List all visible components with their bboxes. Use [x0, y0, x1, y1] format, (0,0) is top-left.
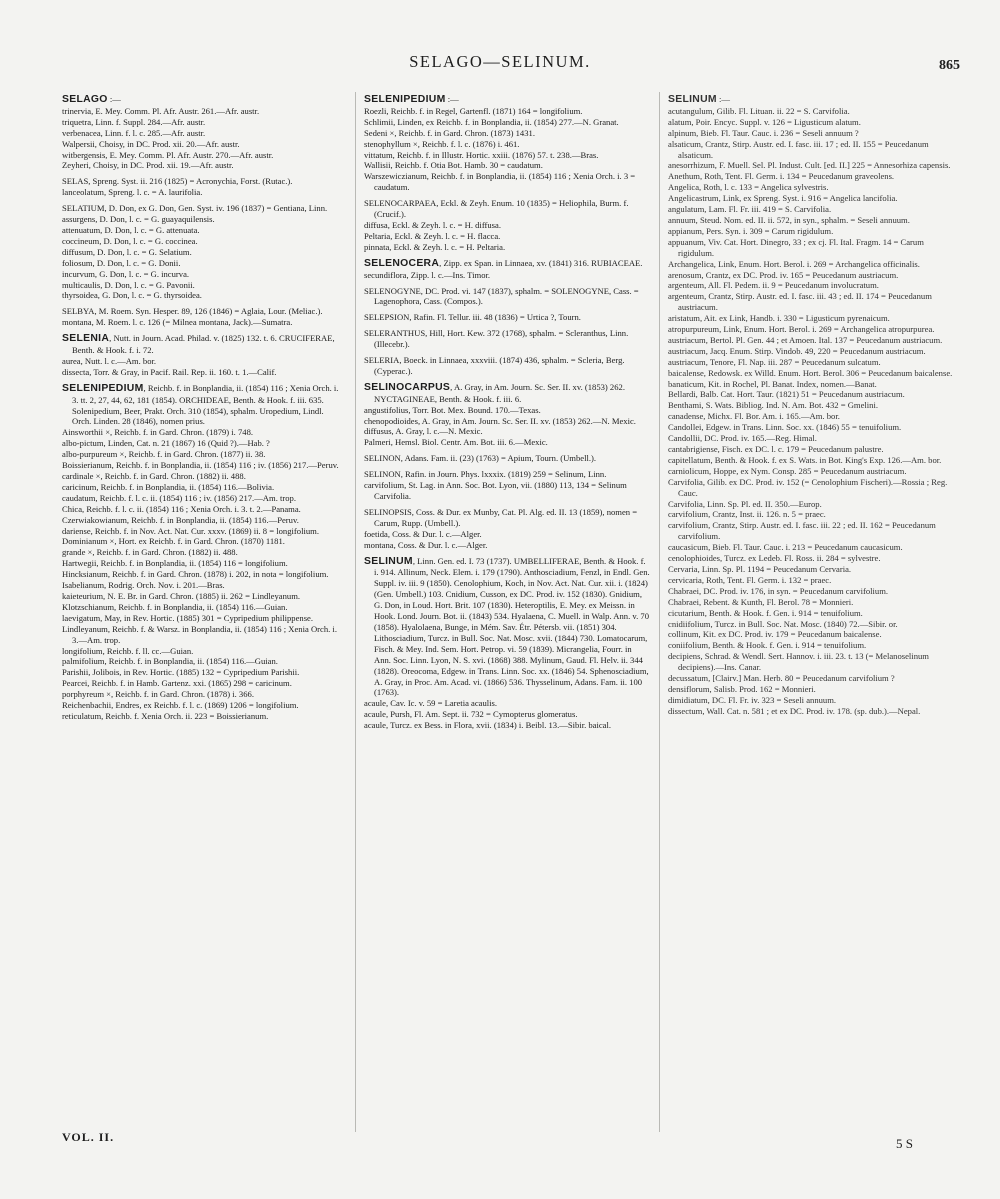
- entry-line: trinervia, E. Mey. Comm. Pl. Afr. Austr. 261.—Afr. austr.: [62, 105, 260, 116]
- column-right: [668, 94, 960, 1134]
- dictionary-entry: [62, 176, 344, 198]
- dictionary-entry: [62, 383, 344, 722]
- column-rule: [659, 92, 660, 1132]
- entry-line: dariense, Reichb. f. in Nov. Act. Nat. Cur. xxxv. (1869) ii. 8 = longifolium.: [62, 525, 319, 536]
- entry-line: Isabelianum, Rodrig. Orch. Nov. i. 201.—Bras.: [62, 580, 225, 591]
- entry-line: acaule, Turcz. ex Bess. in Flora, xvii. (1834) i. Beibl. 13.—Sibir. baical.: [364, 720, 612, 731]
- entry-line: Bellardi, Balb. Cat. Hort. Taur. (1821) 51 = Peucedanum austriacum.: [668, 389, 905, 400]
- entry-line: Wallisii, Reichb. f. Otia Bot. Hamb. 30 = caudatum.: [364, 160, 543, 171]
- entry-line: Dominianum ×, Hort. ex Reichb. f. in Gard. Chron. (1870) 1181.: [62, 536, 285, 547]
- entry-line: anesorrhizum, F. Muell. Sel. Pl. Indust. Cult. [ed. II.] 225 = Annesorhiza capensis.: [668, 160, 951, 171]
- entry-line: Czerwiakowianum, Reichb. f. in Bonplandia, ii. (1854) 116.—Peruv.: [62, 514, 299, 525]
- entry-line: cnidiifolium, Turcz. in Bull. Soc. Nat. Mosc. (1840) 72.—Sibir. or.: [668, 618, 898, 629]
- entry-line: angulatum, Lam. Fl. Fr. iii. 419 = S. Carvifolia.: [668, 204, 832, 215]
- dictionary-entry: [364, 312, 650, 323]
- entry-line: caricinum, Reichb. f. in Bonplandia, ii. (1854) 116.—Bolivia.: [62, 481, 275, 492]
- entry-line: aurea, Nutt. l. c.—Am. bor.: [62, 355, 157, 366]
- entry-line: attenuatum, D. Don, l. c. = G. attenuata.: [62, 224, 200, 235]
- entry-line: angustifolius, Torr. Bot. Mex. Bound. 170.—Texas.: [364, 404, 541, 415]
- dictionary-entry: [364, 507, 650, 551]
- entry-line: diffusa, Eckl. & Zeyh. l. c. = H. diffusa.: [364, 219, 501, 230]
- entry-line: diffusus, A. Gray, l. c.—N. Mexic.: [364, 426, 483, 437]
- entry-line: austriacum, Bertol. Pl. Gen. 44 ; et Amoen. Ital. 137 = Peucedanum austriacum.: [668, 334, 943, 345]
- entry-line: Hartwegii, Reichb. f. in Bonplandia, ii. (1854) 116 = longifolium.: [62, 558, 288, 569]
- entry-line: alsaticum, Crantz, Stirp. Austr. ed. I. fasc. iii. 17 ; ed. II. 155 = Peucedanum alsaticum.: [668, 138, 929, 160]
- entry-line: cervicaria, Roth, Tent. Fl. Germ. i. 132 = praec.: [668, 574, 832, 585]
- column-middle: [364, 94, 650, 1114]
- entry-line: dissectum, Wall. Cat. n. 581 ; et ex DC. Prod. iv. 178. (sp. dub.).—Nepal.: [668, 705, 921, 716]
- entry-line: argenteum, Crantz, Stirp. Austr. ed. I. fasc. iii. 43 ; ed. II. 174 = Peucedanum austriacum.: [668, 291, 932, 313]
- entry-line: diffusum, D. Don, l. c. = G. Selatium.: [62, 246, 192, 257]
- entry-line: canadense, Michx. Fl. Bor. Am. i. 165.—Am. bor.: [668, 411, 840, 422]
- dictionary-entry: [364, 258, 650, 281]
- entry-line: dissecta, Torr. & Gray, in Pacif. Rail. Rep. ii. 160. t. 1.—Calif.: [62, 366, 277, 377]
- entry-line: Benthami, S. Wats. Bibliog. Ind. N. Am. Bot. 432 = Gmelini.: [668, 400, 879, 411]
- entry-heading-line: SELAGO :—: [62, 94, 121, 105]
- entry-line: appianum, Pers. Syn. i. 309 = Carum rigidulum.: [668, 225, 834, 236]
- dictionary-entry: [364, 453, 650, 464]
- entry-line: Zeyheri, Choisy, in DC. Prod. xii. 19.—Afr. austr.: [62, 160, 234, 171]
- entry-line: triquetra, Linn. f. Suppl. 284.—Afr. austr.: [62, 116, 206, 127]
- entry-heading-line: SELINUM, Linn. Gen. ed. I. 73 (1737). UMBELLIFERAE, Benth. & Hook. f. i. 914. Allinum, Neck. Elem. i. 179 (1790). Anthosciadium, Fenzl, in Endl. Gen. Suppl. iv. iii. 9 (1850). Cenolophium, Koch, in Nov. Act. Nat. Cur. xii. i. (1824) (Gen. Umbell.) 103. Cnidium, Cusson, ex DC. Prod. iv. 152 (1830). Gnidium, G. Don, in Loud. Hort. Brit. 107 (1830). Heteroptilis, E. Mey. ex Meissn. in Hook. Lond. Journ. Bot. ii. (1843) 534. Hyalaena, C. Muell. in Walp. Ann. v. 70 (1858). Hyalolaena, Bunge, in Mém. Sav. Étr. Pétersb. vii. (1851) 304. Lithosciadium, Turcz. in Bull. Soc. Nat. Mosc. xvii. (1844) 730. Lomatocarum, Fisch. & Mey. Ind. Sem. Hort. Petrop. vi. 59 (1839). Micrangelia, Fourr. in Ann. Soc. Linn. Lyon, N. S. xvi. (1868) 388. Mylinum, Gaud. Fl. Helv. ii. 344 (1828). Oreocoma, Edgew. in Trans. Linn. Soc. xx. (1846) 54. Sphenosciadium, A. Gray, in Proc. Am. Acad. vi. (1866) 536. Thysselinum, Adans. Fam. ii. 100 (1763).: [364, 555, 650, 698]
- entry-heading-line: SELERANTHUS, Hill, Hort. Kew. 372 (1768), sphalm. = Scleranthus, Linn. (Illecebr.).: [364, 328, 629, 350]
- entry-line: Candollii, DC. Prod. iv. 165.—Reg. Himal.: [668, 433, 817, 444]
- entry-line: foliosum, D. Don, l. c. = G. Donii.: [62, 257, 181, 268]
- entry-line: witbergensis, E. Mey. Comm. Pl. Afr. Austr. 270.—Afr. austr.: [62, 149, 274, 160]
- entry-heading-line: SELENOCARPAEA, Eckl. & Zeyh. Enum. 10 (1835) = Heliophila, Burm. f. (Crucif.).: [364, 198, 629, 220]
- entry-line: Boissierianum, Reichb. f. in Bonplandia, ii. (1854) 116 ; iv. (1856) 217.—Peruv.: [62, 460, 339, 471]
- entry-line: albo-pictum, Linden, Cat. n. 21 (1867) 16 (Quid ?).—Hab. ?: [62, 438, 270, 449]
- entry-line: acaule, Cav. Ic. v. 59 = Laretia acaulis.: [364, 698, 498, 709]
- entry-line: Angelica, Roth, l. c. 133 = Angelica sylvestris.: [668, 182, 829, 193]
- dictionary-entry: [364, 94, 650, 193]
- column-rule: [355, 92, 356, 1132]
- entry-line: Lindleyanum, Reichb. f. & Warsz. in Bonplandia, ii. (1854) 116 ; Xenia Orch. i. 3.—Am. trop.: [62, 623, 337, 645]
- page-number: 865: [939, 58, 960, 73]
- entry-line: austriacum, Tenore, Fl. Nap. iii. 287 = Peucedanum sulcatum.: [668, 356, 881, 367]
- entry-line: coccineum, D. Don, l. c. = G. coccinea.: [62, 235, 198, 246]
- entry-line: vittatum, Reichb. f. in Illustr. Hortic. xxiii. (1876) 57. t. 238.—Bras.: [364, 149, 599, 160]
- entry-line: alpinum, Bieb. Fl. Taur. Cauc. i. 236 = Seseli annuum ?: [668, 127, 859, 138]
- entry-heading-line: SELBYA, M. Roem. Syn. Hesper. 89, 126 (1846) = Aglaia, Lour. (Meliac.).: [62, 306, 323, 317]
- entry-line: Carvifolia, Gilib. ex DC. Prod. iv. 152 (= Cenolophium Fischeri).—Rossia ; Reg. Cauc.: [668, 476, 948, 498]
- entry-line: grande ×, Reichb. f. in Gard. Chron. (1882) ii. 488.: [62, 547, 238, 558]
- entry-line: Warszewiczianum, Reichb. f. in Bonplandia, ii. (1854) 116 ; Xenia Orch. i. 3 = caudatum.: [364, 171, 636, 193]
- entry-line: arenosum, Crantz, ex DC. Prod. iv. 165 = Peucedanum austriacum.: [668, 269, 899, 280]
- entry-line: collinum, Kit. ex DC. Prod. iv. 179 = Peucedanum baicalense.: [668, 629, 882, 640]
- entry-line: Chabraei, Rebent. & Kunth, Fl. Berol. 78 = Monnieri.: [668, 596, 854, 607]
- entry-line: densiflorum, Salisb. Prod. 162 = Monnieri.: [668, 683, 816, 694]
- dictionary-entry: [364, 355, 650, 377]
- entry-line: laevigatum, May, in Rev. Hortic. (1885) 301 = Cypripedium philippense.: [62, 612, 313, 623]
- entry-line: Peltaria, Eckl. & Zeyh. l. c. = H. flacca.: [364, 230, 501, 241]
- entry-line: Ainsworthii ×, Reichb. f. in Gard. Chron. (1879) i. 748.: [62, 427, 254, 438]
- entry-line: lanceolatum, Spreng. l. c. = A. laurifolia.: [62, 187, 203, 198]
- entry-line: Chica, Reichb. f. l. c. ii. (1854) 116 ; Xenia Orch. i. 3. t. 2.—Panama.: [62, 503, 301, 514]
- entry-heading-line: SELAS, Spreng. Syst. ii. 216 (1825) = Acronychia, Forst. (Rutac.).: [62, 176, 293, 187]
- headword: SELINUM: [668, 94, 717, 105]
- column-left: [62, 94, 344, 1154]
- entry-line: annuum, Steud. Nom. ed. II. ii. 572, in syn., sphalm. = Seseli annuum.: [668, 214, 910, 225]
- entry-line: appuanum, Viv. Cat. Hort. Dinegro, 33 ; ex cj. Fl. Ital. Fragm. 14 = Carum rigidulum.: [668, 236, 924, 258]
- entry-heading-line: SELENIA, Nutt. in Journ. Acad. Philad. v. (1825) 132. t. 6. CRUCIFERAE, Benth. & Hook. f. i. 72.: [62, 333, 335, 356]
- dictionary-entry: [364, 328, 650, 350]
- entry-line: decipiens, Schrad. & Wendl. Sert. Hannov. i. iii. 23. t. 13 (= Melanoselinum decipiens).—Ins. Canar.: [668, 651, 929, 673]
- entry-line: montana, Coss. & Dur. l. c.—Alger.: [364, 539, 488, 550]
- entry-line: montana, M. Roem. l. c. 126 (= Milnea montana, Jack).—Sumatra.: [62, 317, 293, 328]
- entry-line: acaule, Pursh, Fl. Am. Sept. ii. 732 = Cymopterus glomeratus.: [364, 709, 578, 720]
- entry-line: alatum, Poir. Encyc. Suppl. v. 126 = Ligusticum alatum.: [668, 116, 861, 127]
- entry-line: Angelicastrum, Link, ex Spreng. Syst. i. 916 = Angelica lancifolia.: [668, 193, 898, 204]
- dictionary-entry: [364, 469, 650, 502]
- entry-line: thyrsoidea, G. Don, l. c. = G. thyrsoidea.: [62, 290, 202, 301]
- running-title: SELAGO—SELINUM.: [409, 52, 591, 71]
- entry-line: argenteum, All. Fl. Pedem. ii. 9 = Peucedanum involucratum.: [668, 280, 879, 291]
- entry-heading-line: SELENIPEDIUM, Reichb. f. in Bonplandia, ii. (1854) 116 ; Xenia Orch. i. 3. tt. 2, 27, 44, 62, 181 (1854). ORCHIDEAE, Benth. & Hook. f. iii. 635. Solenipedium, Beer, Prakt. Orch. 310 (1854), sphalm. Uropedium, Lindl. Orch. Linden. 28 (1846), nomen prius.: [62, 382, 339, 427]
- entry-line: Anethum, Roth, Tent. Fl. Germ. i. 134 = Peucedanum graveolens.: [668, 171, 895, 182]
- entry-line: Walpersii, Choisy, in DC. Prod. xii. 20.—Afr. austr.: [62, 138, 240, 149]
- entry-line: stenophyllum ×, Reichb. f. l. c. (1876) i. 461.: [364, 138, 520, 149]
- entry-line: assurgens, D. Don, l. c. = G. guayaquilensis.: [62, 214, 215, 225]
- entry-line: reticulatum, Reichb. f. Xenia Orch. ii. 223 = Boissierianum.: [62, 710, 269, 721]
- entry-heading-line: SELINOCARPUS, A. Gray, in Am. Journ. Sc. Ser. II. xv. (1853) 262. NYCTAGINEAE, Benth. & Hook. f. iii. 6.: [364, 381, 625, 404]
- dictionary-entry: [62, 94, 344, 171]
- entry-line: acutangulum, Gilib. Fl. Lituan. ii. 22 = S. Carvifolia.: [668, 105, 850, 116]
- dictionary-entry: [62, 333, 344, 378]
- entry-heading-line: SELENOGYNE, DC. Prod. vi. 147 (1837), sphalm. = SOLENOGYNE, Cass. = Lagenophora, Cass. (Compos.).: [364, 285, 639, 307]
- entry-line: carvifolium, St. Lag. in Ann. Soc. Bot. Lyon, vii. (1880) 113, 134 = Selinum Carvifolia.: [364, 480, 627, 501]
- entry-line: cardinale ×, Reichb. f. in Gard. Chron. (1882) ii. 488.: [62, 471, 246, 481]
- entry-line: Roezli, Reichb. f. in Regel, Gartenfl. (1871) 164 = longifolium.: [364, 105, 583, 116]
- entry-line: Candollei, Edgew. in Trans. Linn. Soc. xx. (1846) 55 = tenuifolium.: [668, 422, 902, 433]
- entry-line: Parishii, Jolibois, in Rev. Hortic. (1885) 132 = Cypripedium Parishii.: [62, 667, 300, 678]
- entry-line: kaieteurium, N. E. Br. in Gard. Chron. (1885) ii. 262 = Lindleyanum.: [62, 590, 301, 601]
- entry-line: atropurpureum, Link, Enum. Hort. Berol. i. 269 = Archangelica atropurpurea.: [668, 324, 935, 335]
- dictionary-entry: [668, 94, 960, 717]
- entry-line: capitellatum, Benth. & Hook. f. ex S. Wats. in Bot. King's Exp. 126.—Am. bor.: [668, 454, 942, 465]
- entry-line: verbenacea, Linn. f. l. c. 285.—Afr. austr.: [62, 127, 206, 138]
- headword: SELENIA: [62, 333, 110, 345]
- entry-line: palmifolium, Reichb. f. in Bonplandia, ii. (1854) 116.—Guian.: [62, 656, 278, 667]
- headword: SELAGO: [62, 94, 108, 105]
- page-header: [0, 52, 1000, 82]
- entry-line: albo-purpureum ×, Reichb. f. in Gard. Chron. (1877) ii. 38.: [62, 449, 266, 460]
- entry-line: banaticum, Kit. in Rochel, Pl. Banat. Index, nomen.—Banat.: [668, 378, 877, 389]
- entry-heading-line: SELERIA, Boeck. in Linnaea, xxxviii. (1874) 436, sphalm. = Scleria, Berg. (Cyperac.).: [364, 355, 625, 376]
- entry-heading-line: SELENOCERA, Zipp. ex Span. in Linnaea, xv. (1841) 316. RUBIACEAE.: [364, 257, 643, 269]
- entry-line: aristatum, Ait. ex Link, Handb. i. 330 = Ligusticum pyrenaicum.: [668, 313, 890, 324]
- dictionary-entry: [364, 198, 650, 253]
- entry-heading-line: SELINUM :—: [668, 94, 730, 105]
- entry-line: Reichenbachii, Endres, ex Reichb. f. l. c. (1869) 1206 = longifolium.: [62, 700, 299, 711]
- entry-line: cantabrigiense, Fisch. ex DC. l. c. 179 = Peucedanum palustre.: [668, 444, 884, 454]
- entry-line: porphyreum ×, Reichb. f. in Gard. Chron. (1878) i. 366.: [62, 689, 254, 700]
- entry-line: coniifolium, Benth. & Hook. f. Gen. i. 914 = tenuifolium.: [668, 640, 867, 651]
- entry-line: cicutarium, Benth. & Hook. f. Gen. i. 914 = tenuifolium.: [668, 607, 863, 618]
- entry-line: secundiflora, Zipp. l. c.—Ins. Timor.: [364, 269, 491, 280]
- entry-heading-line: SELEPSION, Rafin. Fl. Tellur. iii. 48 (1836) = Urtica ?, Tourn.: [364, 312, 581, 323]
- entry-line: Palmeri, Hemsl. Biol. Centr. Am. Bot. iii. 6.—Mexic.: [364, 437, 548, 448]
- entry-line: Archangelica, Link, Enum. Hort. Berol. i. 269 = Archangelica officinalis.: [668, 258, 920, 269]
- entry-line: Cervaria, Linn. Sp. Pl. 1194 = Peucedanum Cervaria.: [668, 563, 852, 574]
- entry-line: Carvifolia, Linn. Sp. Pl. ed. II. 350.—Europ.: [668, 498, 822, 509]
- entry-heading-line: SELENIPEDIUM :—: [364, 94, 459, 105]
- entry-line: longifolium, Reichb. f. ll. cc.—Guian.: [62, 645, 194, 656]
- headword: SELENIPEDIUM: [62, 382, 144, 394]
- dictionary-entry: [364, 382, 650, 448]
- entry-heading-line: SELINON, Rafin. in Journ. Phys. lxxxix. (1819) 259 = Selinum, Linn.: [364, 469, 607, 480]
- entry-line: cenolophioides, Turcz. ex Ledeb. Fl. Ross. ii. 284 = sylvestre.: [668, 553, 881, 564]
- entry-heading-line: SELINON, Adans. Fam. ii. (23) (1763) = Apium, Tourn. (Umbell.).: [364, 453, 597, 464]
- entry-heading-line: SELATIUM, D. Don, ex G. Don, Gen. Syst. iv. 196 (1837) = Gentiana, Linn.: [62, 203, 328, 214]
- dictionary-entry: [62, 203, 344, 301]
- headword: SELINOCARPUS: [364, 381, 451, 393]
- headword: SELENIPEDIUM: [364, 94, 446, 105]
- entry-line: decussatum, [Clairv.] Man. Herb. 80 = Peucedanum carvifolium ?: [668, 673, 895, 684]
- entry-line: pinnata, Eckl. & Zeyh. l. c. = H. Peltaria.: [364, 241, 506, 252]
- dictionary-entry: [364, 286, 650, 308]
- entry-line: Schlimii, Linden, ex Reichb. f. in Bonplandia, ii. (1854) 277.—N. Granat.: [364, 116, 619, 127]
- entry-line: Hincksianum, Reichb. f. in Gard. Chron. (1878) i. 202, in nota = longifolium.: [62, 569, 329, 580]
- entry-line: Klotzschianum, Reichb. f. in Bonplandia, ii. (1854) 116.—Guian.: [62, 601, 288, 612]
- entry-line: foetida, Coss. & Dur. l. c.—Alger.: [364, 528, 482, 539]
- entry-line: caucasicum, Bieb. Fl. Taur. Cauc. i. 213 = Peucedanum caucasicum.: [668, 542, 903, 553]
- entry-line: multicaulis, D. Don, l. c. = G. Pavonii.: [62, 279, 195, 290]
- entry-line: incurvum, G. Don, l. c. = G. incurva.: [62, 268, 190, 279]
- entry-line: carvifolium, Crantz, Inst. ii. 126. n. 5 = praec.: [668, 509, 826, 520]
- signature-mark: 5 S: [896, 1136, 913, 1151]
- dictionary-entry: [364, 556, 650, 732]
- headword: SELENOCERA: [364, 257, 440, 269]
- dictionary-entry: [62, 306, 344, 328]
- entry-line: chenopodioides, A. Gray, in Am. Journ. Sc. Ser. II. xv. (1853) 262.—N. Mexic.: [364, 415, 636, 426]
- entry-heading-line: SELINOPSIS, Coss. & Dur. ex Munby, Cat. Pl. Alg. ed. II. 13 (1859), nomen = Carum, Rupp. (Umbell.).: [364, 506, 638, 528]
- entry-line: carvifolium, Crantz, Stirp. Austr. ed. I. fasc. iii. 22 ; ed. II. 162 = Peucedanum carvifolium.: [668, 520, 936, 542]
- entry-line: carniolicum, Hoppe, ex Nym. Consp. 285 = Peucedanum austriacum.: [668, 465, 907, 476]
- entry-line: austriacum, Jacq. Enum. Stirp. Vindob. 49, 220 = Peucedanum austriacum.: [668, 345, 926, 356]
- entry-line: caudatum, Reichb. f. l. c. ii. (1854) 116 ; iv. (1856) 217.—Am. trop.: [62, 492, 296, 503]
- volume-label: VOL. II.: [62, 1130, 115, 1144]
- entry-line: dimidiatum, DC. Fl. Fr. iv. 323 = Seseli annuum.: [668, 694, 837, 705]
- entry-line: Sedeni ×, Reichb. f. in Gard. Chron. (1873) 1431.: [364, 127, 535, 138]
- entry-line: Pearcei, Reichb. f. in Hamb. Gartenz. xxi. (1865) 298 = caricinum.: [62, 678, 292, 689]
- entry-line: Chabraei, DC. Prod. iv. 176, in syn. = Peucedanum carvifolium.: [668, 585, 889, 596]
- headword: SELINUM: [364, 555, 413, 567]
- entry-line: baicalense, Redowsk. ex Willd. Enum. Hort. Berol. 306 = Peucedanum baicalense.: [668, 367, 953, 378]
